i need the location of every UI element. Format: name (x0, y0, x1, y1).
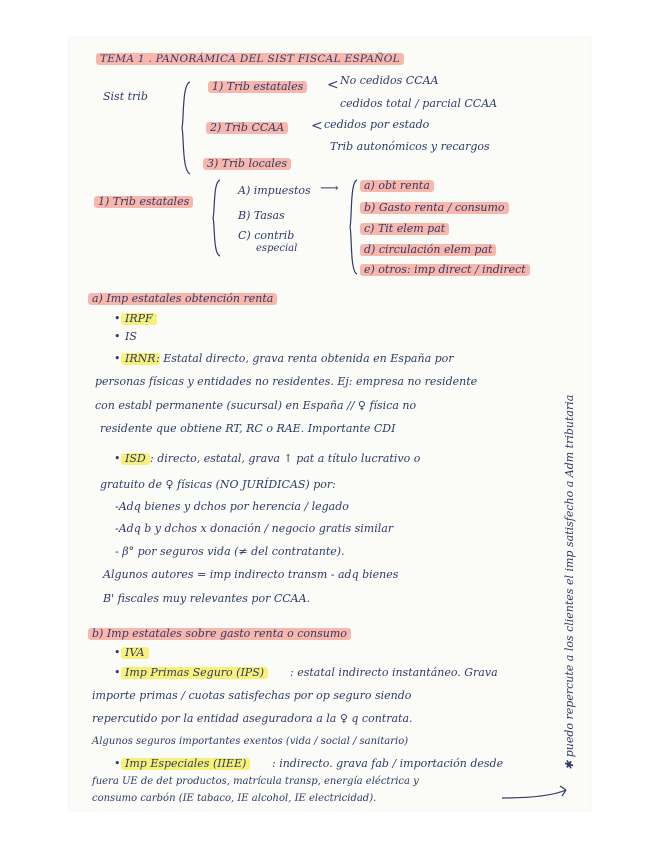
page-title: TEMA 1 . PANORÁMICA DEL SIST FISCAL ESPAÑOL (100, 53, 400, 65)
trib-autonomicos-text: Trib autonómicos y recargos (330, 140, 490, 153)
ips-line-1: : estatal indirecto instantáneo. Grava (290, 666, 498, 679)
bullet-is: IS (125, 330, 137, 343)
type-tasas: B) Tasas (238, 209, 285, 222)
isd-line-4: -Adq b y dchos x donación / negocio gratis similar (115, 522, 394, 535)
irnr-line-1: : Estatal directo, grava renta obtenida en España por (156, 352, 454, 365)
isd-line-7: B' fiscales muy relevantes por CCAA. (103, 592, 311, 605)
type-impuestos: A) impuestos (238, 184, 311, 197)
irnr-line-3: con establ permanente (sucursal) en España // ♀ física no (95, 399, 417, 412)
irnr-line-2: personas físicas y entidades no residentes. Ej: empresa no residente (95, 375, 478, 388)
trib-estatales-item: 1) Trib estatales (212, 80, 304, 93)
irnr-line-4: residente que obtiene RT, RC o RAE. Importante CDI (100, 422, 396, 435)
bullet-dot: • (114, 330, 121, 343)
bullet-iva: IVA (125, 646, 145, 659)
trib-estatales-brace (210, 178, 224, 258)
imp-otros: e) otros: imp direct / indirect (364, 263, 526, 276)
imp-list-brace (347, 178, 361, 276)
no-cedidos-text: No cedidos CCAA (340, 74, 439, 87)
irnr-tag: IRNR (125, 352, 156, 365)
bullet-dot: • (114, 646, 121, 659)
sist-trib-brace (178, 80, 194, 176)
section-b-heading: b) Imp estatales sobre gasto renta o consumo (92, 627, 347, 640)
imp-tit-elem-pat: c) Tit elem pat (364, 222, 446, 235)
brace-small-1: < (327, 77, 339, 93)
isd-line-6: Algunos autores = imp indirecto transm - adq bienes (103, 568, 399, 581)
section-a-heading: a) Imp estatales obtención renta (92, 292, 274, 305)
imp-gasto-renta: b) Gasto renta / consumo (364, 201, 505, 214)
isd-line-1: : directo, estatal, grava ↑ pat a título lucrativo o (150, 452, 421, 465)
type-especial: especial (256, 243, 298, 254)
bullet-irpf: IRPF (125, 312, 153, 325)
iiee-line-1: : indirecto. grava fab / importación desde (272, 757, 504, 770)
isd-tag: ISD (125, 452, 146, 465)
margin-note: ✱ puedo repercute a los clientes el imp satisfecho a Adm tributaria (563, 394, 576, 770)
isd-line-2: gratuito de ♀ físicas (NO JURÍDICAS) por: (100, 478, 336, 491)
bullet-dot: • (114, 452, 121, 465)
ips-line-3: repercutido por la entidad aseguradora a la ♀ q contrata. (92, 712, 413, 725)
iiee-line-2: fuera UE de det productos, matrícula transp, energía eléctrica y (92, 776, 419, 787)
trib-estatales-box: 1) Trib estatales (98, 195, 190, 208)
curved-arrow-icon (500, 780, 572, 804)
brace-small-2: < (311, 118, 323, 134)
bullet-dot: • (114, 352, 121, 365)
trib-ccaa-item: 2) Trib CCAA (210, 121, 285, 134)
bullet-dot: • (114, 312, 121, 325)
cedidos-estado-text: cedidos por estado (324, 118, 430, 131)
iiee-line-3: consumo carbón (IE tabaco, IE alcohol, IE electricidad). (92, 793, 377, 804)
isd-line-3: -Adq bienes y dchos por herencia / legado (115, 500, 349, 513)
bullet-dot: • (114, 757, 121, 770)
type-contrib: C) contrib (238, 229, 295, 242)
ips-line-2: importe primas / cuotas satisfechas por op seguro siendo (92, 689, 412, 702)
isd-line-5: - β° por seguros vida (≠ del contratante). (115, 545, 345, 558)
imp-obt-renta: a) obt renta (364, 179, 430, 192)
sist-trib-label: Sist trib (103, 90, 148, 103)
ips-tag: Imp Primas Seguro (IPS) (125, 666, 265, 679)
iiee-tag: Imp Especiales (IIEE) (125, 757, 247, 770)
ips-line-4: Algunos seguros importantes exentos (vida / social / sanitario) (92, 736, 409, 747)
arrow-icon: ⟶ (320, 181, 339, 196)
bullet-dot: • (114, 666, 121, 679)
cedidos-text: cedidos total / parcial CCAA (340, 97, 498, 110)
imp-circulacion: d) circulación elem pat (364, 243, 493, 256)
trib-locales-item: 3) Trib locales (207, 157, 287, 170)
